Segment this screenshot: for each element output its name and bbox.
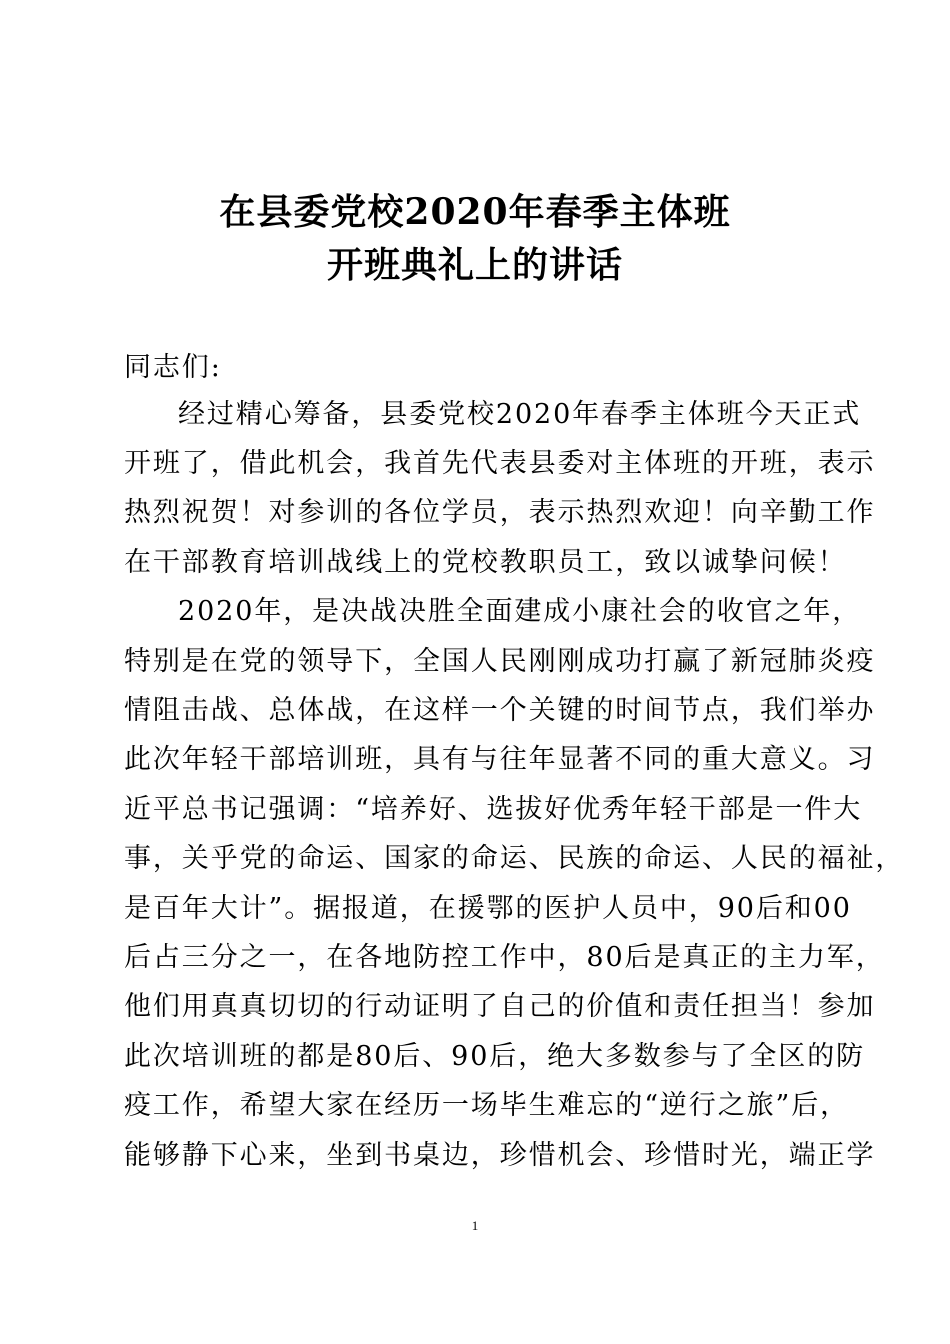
paragraph-2-line-10: 此次培训班的都是80后、90后，绝大多数参与了全区的防 bbox=[124, 1041, 866, 1072]
paragraph-2-line-9: 他们用真真切切的行动证明了自己的价值和责任担当！参加 bbox=[124, 991, 876, 1022]
page-number: 1 bbox=[471, 1218, 479, 1233]
paragraph-2-line-5: 近平总书记强调：“培养好、选拔好优秀年轻干部是一件大 bbox=[124, 794, 863, 825]
paragraph-2-line-7: 是百年大计”。据报道，在援鄂的医护人员中，90后和00 bbox=[124, 893, 852, 924]
salutation: 同志们: bbox=[124, 352, 222, 383]
paragraph-1-line-2: 开班了，借此机会，我首先代表县委对主体班的开班，表示 bbox=[124, 448, 876, 479]
paragraph-1-line-3: 热烈祝贺！对参训的各位学员，表示热烈欢迎！向辛勤工作 bbox=[124, 497, 876, 528]
paragraph-2-line-2: 特别是在党的领导下，全国人民刚刚成功打赢了新冠肺炎疫 bbox=[124, 646, 876, 677]
paragraph-2-line-11: 疫工作，希望大家在经历一场毕生难忘的“逆行之旅”后， bbox=[124, 1090, 850, 1121]
paragraph-2-line-6: 事，关乎党的命运、国家的命运、民族的命运、人民的福祉， bbox=[124, 843, 905, 874]
paragraph-2-line-1: 2020年，是决战决胜全面建成小康社会的收官之年， bbox=[178, 596, 862, 627]
paragraph-1-line-4: 在干部教育培训战线上的党校教职员工，致以诚挚问候！ bbox=[124, 547, 847, 578]
document-title-line-1: 在县委党校2020年春季主体班 bbox=[219, 191, 731, 233]
paragraph-2-line-8: 后占三分之一，在各地防控工作中，80后是真正的主力军， bbox=[124, 942, 885, 973]
paragraph-2-line-4: 此次年轻干部培训班，具有与往年显著不同的重大意义。习 bbox=[124, 744, 876, 775]
paragraph-2-line-3: 情阻击战、总体战，在这样一个关键的时间节点，我们举办 bbox=[124, 695, 876, 726]
paragraph-1-line-1: 经过精心筹备，县委党校2020年春季主体班今天正式 bbox=[178, 399, 862, 430]
document-title-line-2: 开班典礼上的讲话 bbox=[326, 244, 623, 286]
paragraph-2-line-12: 能够静下心来，坐到书桌边，珍惜机会、珍惜时光，端正学 bbox=[124, 1140, 876, 1171]
